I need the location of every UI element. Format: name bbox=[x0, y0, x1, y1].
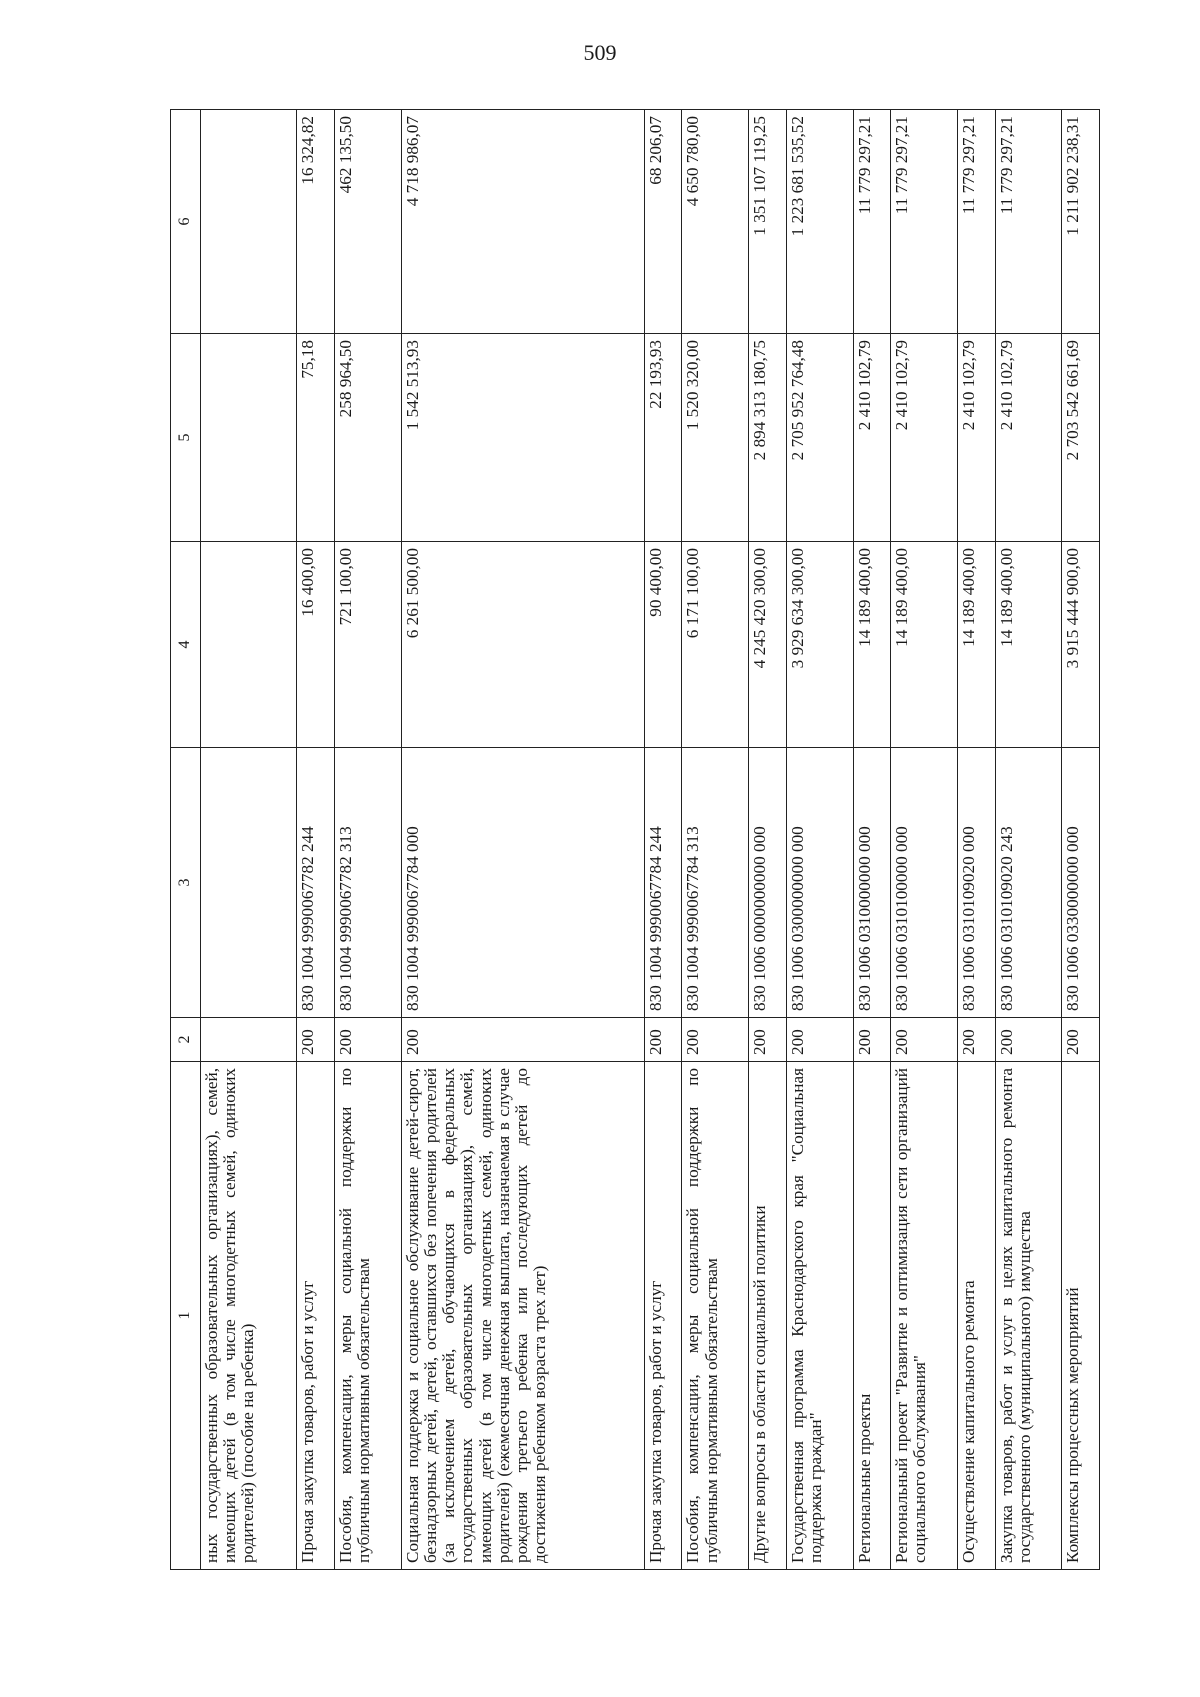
row-budget-code: 830 1004 9990067784 000 bbox=[401, 748, 644, 1018]
row-unexecuted-amount bbox=[201, 110, 297, 334]
row-executed-amount: 2 410 102,79 bbox=[995, 334, 1062, 542]
row-name: Региональные проекты bbox=[853, 1062, 890, 1570]
row-executed-amount bbox=[201, 334, 297, 542]
row-approved-amount: 3 929 634 300,00 bbox=[786, 542, 853, 748]
row-status-code: 200 bbox=[1062, 1018, 1100, 1062]
table-row bbox=[749, 110, 786, 1570]
row-unexecuted-amount: 16 324,82 bbox=[297, 110, 334, 334]
row-budget-code: 830 1006 0310109020 243 bbox=[995, 748, 1062, 1018]
row-approved-amount: 90 400,00 bbox=[645, 542, 682, 748]
row-approved-amount: 6 261 500,00 bbox=[401, 542, 644, 748]
row-name: Социальная поддержка и социальное обслуживание детей-сирот, безнадзорных детей, детей, оставшихся без попечения родителей (за исключением детей, обучающихся в федеральных государственных образовательных организациях), семей, имеющих детей (в том числе многодетных семей, одиноких родителей) (ежемесячная денежная выплата, назначаемая в случае рождения третьего ребенка или последующих детей до достижения ребенком возраста трех лет) bbox=[401, 1062, 644, 1570]
header-col-3: 3 bbox=[171, 748, 201, 1018]
row-approved-amount: 14 189 400,00 bbox=[995, 542, 1062, 748]
row-unexecuted-amount: 4 718 986,07 bbox=[401, 110, 644, 334]
table-row bbox=[853, 110, 890, 1570]
row-budget-code: 830 1004 9990067784 244 bbox=[645, 748, 682, 1018]
header-col-6: 6 bbox=[171, 110, 201, 334]
row-unexecuted-amount: 462 135,50 bbox=[334, 110, 401, 334]
row-name: Другие вопросы в области социальной политики bbox=[749, 1062, 786, 1570]
header-col-4: 4 bbox=[171, 542, 201, 748]
row-status-code: 200 bbox=[297, 1018, 334, 1062]
row-name: Закупка товаров, работ и услуг в целях капитального ремонта государственного (муниципального) имущества bbox=[995, 1062, 1062, 1570]
row-budget-code: 830 1004 9990067784 313 bbox=[682, 748, 749, 1018]
row-executed-amount: 2 894 313 180,75 bbox=[749, 334, 786, 542]
row-status-code: 200 bbox=[334, 1018, 401, 1062]
row-name: Государственная программа Краснодарского края "Социальная поддержка граждан" bbox=[786, 1062, 853, 1570]
row-executed-amount: 75,18 bbox=[297, 334, 334, 542]
row-budget-code bbox=[201, 748, 297, 1018]
page-number: 509 bbox=[583, 40, 617, 65]
header-col-1: 1 bbox=[171, 1062, 201, 1570]
row-name: Прочая закупка товаров, работ и услуг bbox=[297, 1062, 334, 1570]
row-status-code: 200 bbox=[786, 1018, 853, 1062]
row-name: Пособия, компенсации, меры социальной поддержки по публичным нормативным обязательствам bbox=[682, 1062, 749, 1570]
table-row bbox=[995, 110, 1062, 1570]
row-status-code: 200 bbox=[853, 1018, 890, 1062]
row-approved-amount bbox=[201, 542, 297, 748]
row-unexecuted-amount: 4 650 780,00 bbox=[682, 110, 749, 334]
row-name: Комплексы процессных мероприятий bbox=[1062, 1062, 1100, 1570]
row-executed-amount: 2 410 102,79 bbox=[853, 334, 890, 542]
row-budget-code: 830 1006 0300000000 000 bbox=[786, 748, 853, 1018]
row-budget-code: 830 1006 0310100000 000 bbox=[891, 748, 958, 1018]
header-col-2: 2 bbox=[171, 1018, 201, 1062]
row-name: ных государственных образовательных организациях), семей, имеющих детей (в том числе многодетных семей, одиноких родителей) (пособие на ребенка) bbox=[201, 1062, 297, 1570]
row-unexecuted-amount: 11 779 297,21 bbox=[958, 110, 995, 334]
table-row bbox=[891, 110, 958, 1570]
row-executed-amount: 2 705 952 764,48 bbox=[786, 334, 853, 542]
row-unexecuted-amount: 11 779 297,21 bbox=[995, 110, 1062, 334]
row-budget-code: 830 1006 0330000000 000 bbox=[1062, 748, 1100, 1018]
row-executed-amount: 22 193,93 bbox=[645, 334, 682, 542]
row-executed-amount: 2 410 102,79 bbox=[891, 334, 958, 542]
row-unexecuted-amount: 1 351 107 119,25 bbox=[749, 110, 786, 334]
row-name: Региональный проект "Развитие и оптимизация сети организаций социального обслуживания" bbox=[891, 1062, 958, 1570]
header-row bbox=[171, 110, 201, 1570]
rotated-table-wrapper bbox=[170, 110, 1100, 1570]
row-status-code: 200 bbox=[995, 1018, 1062, 1062]
row-executed-amount: 1 520 320,00 bbox=[682, 334, 749, 542]
row-approved-amount: 6 171 100,00 bbox=[682, 542, 749, 748]
row-unexecuted-amount: 1 223 681 535,52 bbox=[786, 110, 853, 334]
row-status-code: 200 bbox=[645, 1018, 682, 1062]
row-approved-amount: 14 189 400,00 bbox=[958, 542, 995, 748]
budget-table bbox=[170, 109, 1100, 1570]
table-row bbox=[1062, 110, 1100, 1570]
row-name: Прочая закупка товаров, работ и услуг bbox=[645, 1062, 682, 1570]
row-approved-amount: 4 245 420 300,00 bbox=[749, 542, 786, 748]
row-executed-amount: 258 964,50 bbox=[334, 334, 401, 542]
table-row bbox=[297, 110, 334, 1570]
row-approved-amount: 3 915 444 900,00 bbox=[1062, 542, 1100, 748]
row-status-code bbox=[201, 1018, 297, 1062]
table-body bbox=[201, 110, 1100, 1570]
row-name: Пособия, компенсации, меры социальной поддержки по публичным нормативным обязательствам bbox=[334, 1062, 401, 1570]
row-executed-amount: 2 703 542 661,69 bbox=[1062, 334, 1100, 542]
row-status-code: 200 bbox=[682, 1018, 749, 1062]
row-approved-amount: 721 100,00 bbox=[334, 542, 401, 748]
header-col-5: 5 bbox=[171, 334, 201, 542]
row-name: Осуществление капитального ремонта bbox=[958, 1062, 995, 1570]
table-row bbox=[958, 110, 995, 1570]
row-status-code: 200 bbox=[401, 1018, 644, 1062]
row-status-code: 200 bbox=[958, 1018, 995, 1062]
table-row bbox=[401, 110, 644, 1570]
row-budget-code: 830 1004 9990067782 313 bbox=[334, 748, 401, 1018]
table-row bbox=[201, 110, 297, 1570]
row-approved-amount: 14 189 400,00 bbox=[891, 542, 958, 748]
row-budget-code: 830 1006 0310109020 000 bbox=[958, 748, 995, 1018]
table-row bbox=[682, 110, 749, 1570]
row-budget-code: 830 1006 0310000000 000 bbox=[853, 748, 890, 1018]
row-approved-amount: 16 400,00 bbox=[297, 542, 334, 748]
table-row bbox=[786, 110, 853, 1570]
row-executed-amount: 2 410 102,79 bbox=[958, 334, 995, 542]
row-status-code: 200 bbox=[891, 1018, 958, 1062]
table-row bbox=[645, 110, 682, 1570]
table-row bbox=[334, 110, 401, 1570]
row-approved-amount: 14 189 400,00 bbox=[853, 542, 890, 748]
row-unexecuted-amount: 68 206,07 bbox=[645, 110, 682, 334]
row-unexecuted-amount: 11 779 297,21 bbox=[853, 110, 890, 334]
row-status-code: 200 bbox=[749, 1018, 786, 1062]
row-budget-code: 830 1006 0000000000 000 bbox=[749, 748, 786, 1018]
row-budget-code: 830 1004 9990067782 244 bbox=[297, 748, 334, 1018]
row-unexecuted-amount: 1 211 902 238,31 bbox=[1062, 110, 1100, 334]
row-executed-amount: 1 542 513,93 bbox=[401, 334, 644, 542]
row-unexecuted-amount: 11 779 297,21 bbox=[891, 110, 958, 334]
